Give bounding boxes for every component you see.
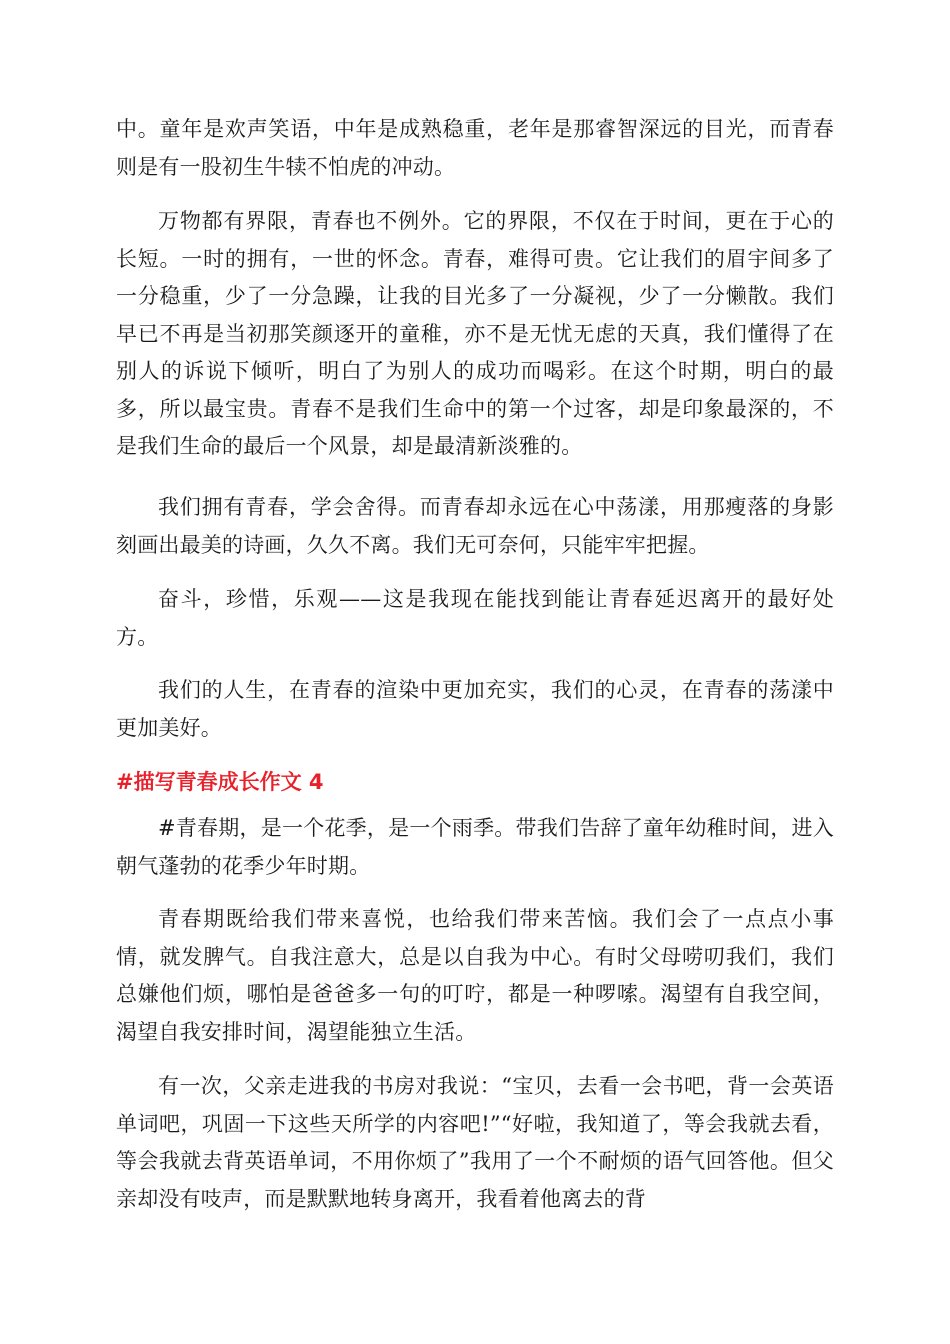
- paragraph-3: 我们拥有青春，学会舍得。而青春却永远在心中荡漾，用那瘦落的身影刻画出最美的诗画，久久不离。我们无可奈何，只能牢牢把握。: [116, 495, 834, 557]
- paragraph-5: 我们的人生，在青春的渲染中更加充实，我们的心灵，在青春的荡漾中更加美好。: [116, 678, 834, 740]
- paragraph-6: #青春期，是一个花季，是一个雨季。带我们告辞了童年幼稚时间，进入朝气蓬勃的花季少年时期。: [116, 816, 834, 878]
- paragraph-4: 奋斗，珍惜，乐观——这是我现在能找到能让青春延迟离开的最好处方。: [116, 587, 834, 649]
- paragraph-2: 万物都有界限，青春也不例外。它的界限，不仅在于时间，更在于心的长短。一时的拥有，一世的怀念。青春，难得可贵。它让我们的眉宇间多了一分稳重，少了一分急躁，让我的目光多了一分凝视，少了一分懒散。我们早已不再是当初那笑颜逐开的童稚，亦不是无忧无虑的天真，我们懂得了在别人的诉说下倾听，明白了为别人的成功而喝彩。在这个时期，明白的最多，所以最宝贵。青春不是我们生命中的第一个过客，却是印象最深的，不是我们生命的最后一个风景，却是最清新淡雅的。: [116, 209, 834, 458]
- section-heading: #描写青春成长作文 4: [116, 770, 324, 794]
- paragraph-8: 有一次，父亲走进我的书房对我说：“宝贝，去看一会书吧，背一会英语单词吧，巩固一下这些天所学的内容吧!”“好啦，我知道了，等会我就去看，等会我就去背英语单词，不用你烦了”我用了一个不耐烦的语气回答他。但父亲却没有吱声，而是默默地转身离开，我看着他离去的背: [116, 1074, 834, 1211]
- paragraph-7: 青春期既给我们带来喜悦，也给我们带来苦恼。我们会了一点点小事情，就发脾气。自我注意大，总是以自我为中心。有时父母唠叨我们，我们总嫌他们烦，哪怕是爸爸多一句的叮咛，都是一种啰嗦。渴望有自我空间，渴望自我安排时间，渴望能独立生活。: [116, 907, 834, 1044]
- paragraph-1: 中。童年是欢声笑语，中年是成熟稳重，老年是那睿智深远的目光，而青春则是有一股初生牛犊不怕虎的冲动。: [116, 117, 834, 179]
